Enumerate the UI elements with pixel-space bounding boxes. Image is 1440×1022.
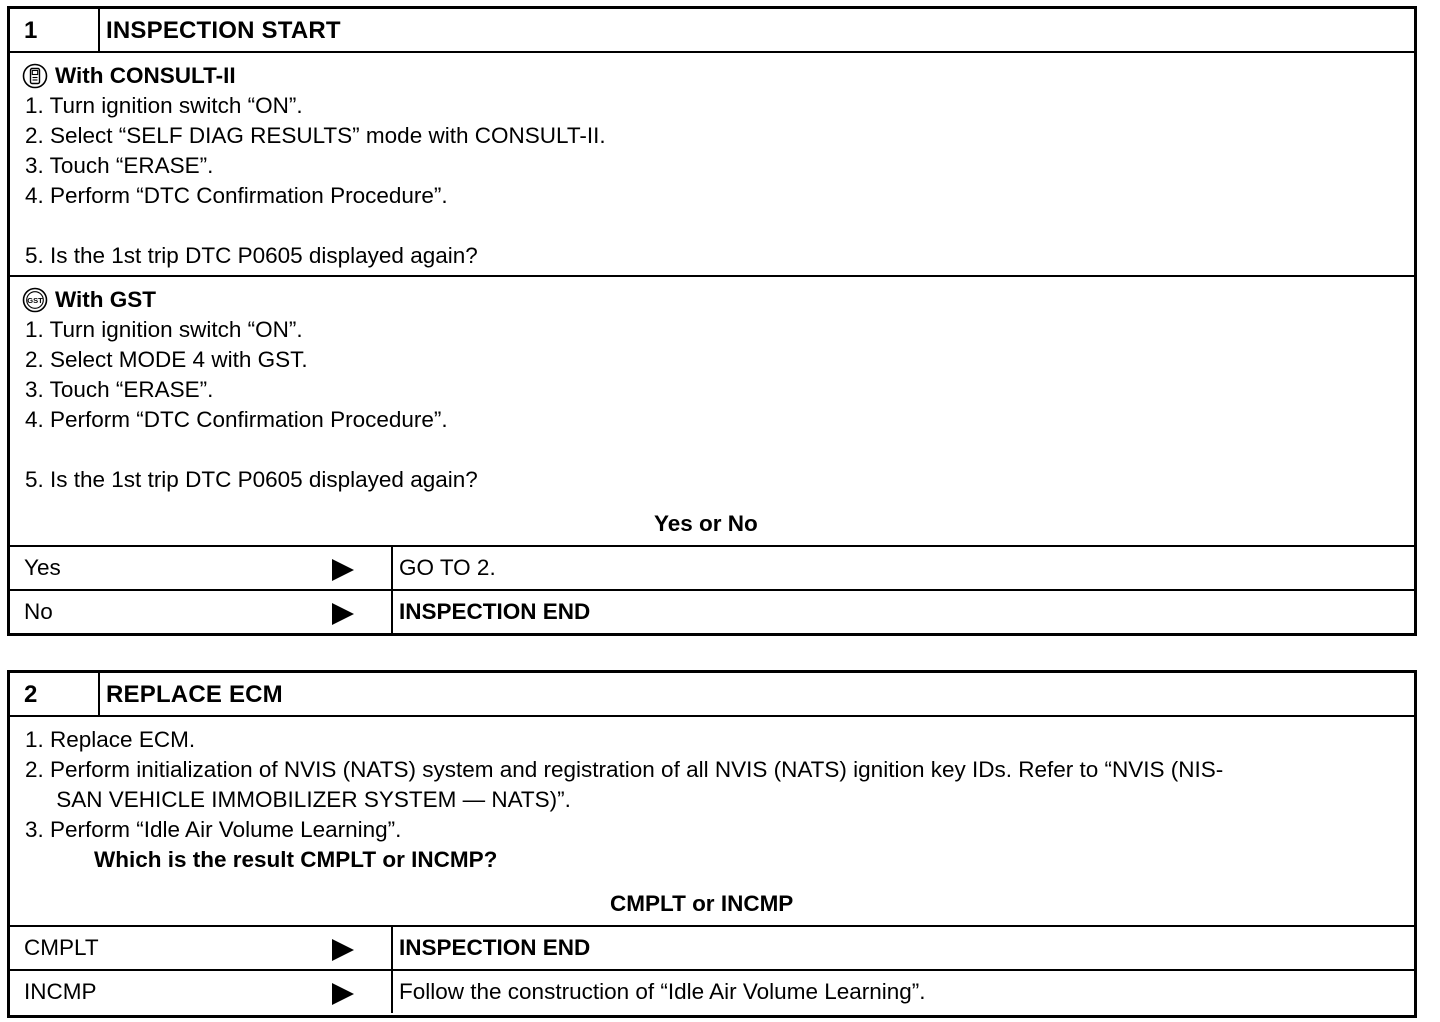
choice-no-result: INSPECTION END — [399, 599, 591, 624]
arrow-right-icon — [332, 939, 354, 961]
step-2-line-2-cont: SAN VEHICLE IMMOBILIZER SYSTEM — NATS)”. — [25, 787, 571, 812]
yes-or-no-label: Yes or No — [654, 511, 758, 536]
gst-icon — [22, 287, 48, 313]
arrow-right-icon — [332, 603, 354, 625]
header-divider — [98, 9, 100, 51]
step-2-title: REPLACE ECM — [106, 681, 283, 708]
step-1-box — [7, 6, 1417, 636]
gst-line-1: 1. Turn ignition switch “ON”. — [25, 317, 303, 342]
choice-cmplt-label: CMPLT — [24, 935, 99, 960]
choice-divider — [391, 971, 393, 1013]
choice-divider — [391, 927, 393, 969]
consult-line-4: 4. Perform “DTC Confirmation Procedure”. — [25, 183, 448, 208]
choice-no-label: No — [24, 599, 53, 624]
step-2-number: 2 — [24, 681, 38, 708]
choice-no — [10, 591, 1414, 633]
svg-text:GST: GST — [27, 295, 43, 305]
consult-line-1: 1. Turn ignition switch “ON”. — [25, 93, 303, 118]
choice-incmp-label: INCMP — [24, 979, 97, 1004]
step-2-line-2: 2. Perform initialization of NVIS (NATS) system and registration of all NVIS (NATS) ignition key IDs. Refer to “NVIS (NIS- — [25, 757, 1224, 782]
gst-line-4: 4. Perform “DTC Confirmation Procedure”. — [25, 407, 448, 432]
consult-heading — [22, 61, 236, 91]
gst-heading-text: With GST — [55, 287, 157, 312]
choice-divider — [391, 591, 393, 633]
choice-incmp-result: Follow the construction of “Idle Air Volume Learning”. — [399, 979, 926, 1004]
consult-line-3: 3. Touch “ERASE”. — [25, 153, 214, 178]
step-2-box — [7, 670, 1417, 1018]
header-divider — [98, 673, 100, 715]
arrow-right-icon — [332, 983, 354, 1005]
step-1-title: INSPECTION START — [106, 17, 341, 44]
step-2-question: Which is the result CMPLT or INCMP? — [94, 847, 498, 872]
choice-divider — [391, 547, 393, 589]
choice-cmplt-result: INSPECTION END — [399, 935, 591, 960]
step-2-header — [10, 673, 1414, 717]
choice-yes-label: Yes — [24, 555, 61, 580]
choice-yes-result: GO TO 2. — [399, 555, 496, 580]
choice-cmplt — [10, 927, 1414, 969]
consult-line-5: 5. Is the 1st trip DTC P0605 displayed again? — [25, 243, 478, 268]
step-2-line-1: 1. Replace ECM. — [25, 727, 196, 752]
gst-line-2: 2. Select MODE 4 with GST. — [25, 347, 308, 372]
gst-heading — [22, 285, 156, 315]
section-divider — [10, 275, 1414, 277]
consult-icon — [22, 63, 48, 89]
arrow-right-icon — [332, 559, 354, 581]
choice-yes — [10, 547, 1414, 589]
choice-incmp — [10, 971, 1414, 1013]
consult-heading-text: With CONSULT-II — [55, 63, 236, 88]
gst-line-5: 5. Is the 1st trip DTC P0605 displayed again? — [25, 467, 478, 492]
step-2-line-3: 3. Perform “Idle Air Volume Learning”. — [25, 817, 402, 842]
consult-line-2: 2. Select “SELF DIAG RESULTS” mode with CONSULT-II. — [25, 123, 606, 148]
step-1-header — [10, 9, 1414, 53]
gst-line-3: 3. Touch “ERASE”. — [25, 377, 214, 402]
step-1-number: 1 — [24, 17, 38, 44]
cmplt-or-incmp-label: CMPLT or INCMP — [610, 891, 794, 916]
